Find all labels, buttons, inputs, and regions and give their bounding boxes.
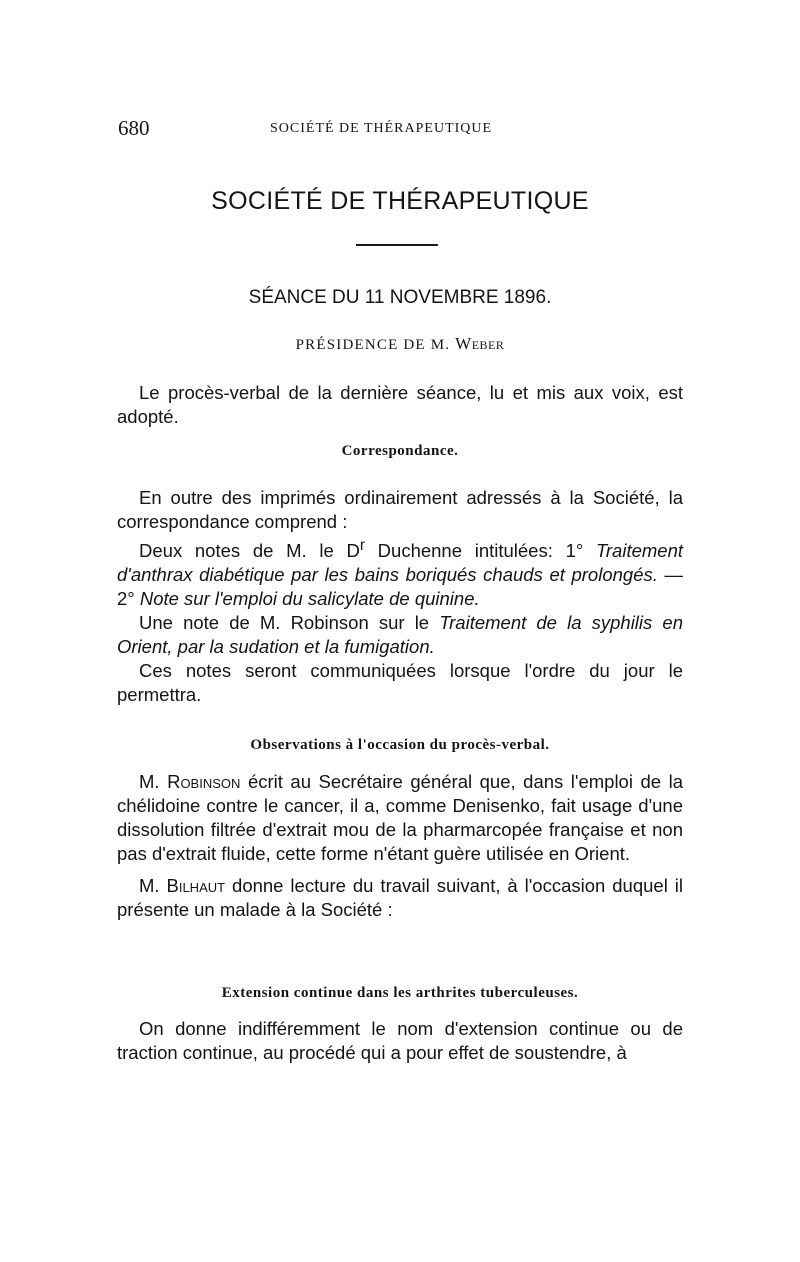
presidency-prefix: PRÉSIDENCE DE M. [295,337,451,353]
correspondance-duchenne [117,534,683,611]
president-name: Weber [455,334,505,353]
title-divider [356,244,438,246]
session-date: SÉANCE DU 11 NOVEMBRE 1896. [248,287,552,308]
page-title: SOCIÉTÉ DE THÉRAPEUTIQUE [211,187,589,215]
running-title: SOCIÉTÉ DE THÉRAPEUTIQUE [270,121,493,136]
robinson-note-text: Une note de M. Robinson sur le [139,612,440,634]
bilhaut-name: M. Bilhaut [139,875,226,896]
correspondance-section [117,486,683,707]
robinson-note-title: Traitement de la syphilis en Orient, par la sudation et la fumigation. [117,612,683,658]
correspondance-heading: Correspondance. [341,443,459,459]
extension-text: On donne indifféremment le nom d'extension continue ou de traction continue, au procédé qui a pour effet de soustendre, à [117,1018,683,1063]
observations-heading: Observations à l'occasion du procès-verbal. [250,737,550,753]
presidency-line [0,334,800,355]
extension-heading: Extension continue dans les arthrites tuberculeuses. [221,985,579,1001]
duchenne-text-b: Duchenne intitulées: 1° [364,540,596,562]
bilhaut-observation-text: donne lecture du travail suivant, à l'occasion duquel il présente un malade à la Société : [117,875,683,920]
page-number: 680 [118,116,150,140]
correspondance-intro: En outre des imprimés ordinairement adressés à la Société, la correspondance comprend : [117,487,683,532]
doctor-abbrev-sup: r [359,537,365,554]
running-head [118,116,684,140]
extension-section [117,1017,683,1065]
duchenne-title-2: Note sur l'emploi du salicylate de quinine. [139,588,480,610]
duchenne-title-1: Traitement d'anthrax diabétique par les bains boriqués chauds et prolongés. [117,540,683,586]
duchenne-text-c: — 2° [117,564,684,610]
minutes-text: Le procès-verbal de la dernière séance, lu et mis aux voix, est adopté. [117,382,683,427]
correspondance-robinson [117,611,683,659]
minutes-paragraph [117,381,683,429]
observations-section [117,770,683,922]
robinson-observation-text: écrit au Secrétaire général que, dans l'emploi de la chélidoine contre le cancer, il a, comme Denisenko, fait usage d'une dissolution filtrée d'extrait mou de la pharmarcopée française et non pas d'extrait fluide, cette forme n'étant guère utilisée en Orient. [117,771,683,864]
robinson-name: M. Robinson [139,771,241,792]
observation-bilhaut [117,874,683,922]
duchenne-text-a: Deux notes de M. le D [139,540,360,562]
correspondance-closing: Ces notes seront communiquées lorsque l'ordre du jour le permettra. [117,660,683,706]
observation-robinson [117,770,683,866]
